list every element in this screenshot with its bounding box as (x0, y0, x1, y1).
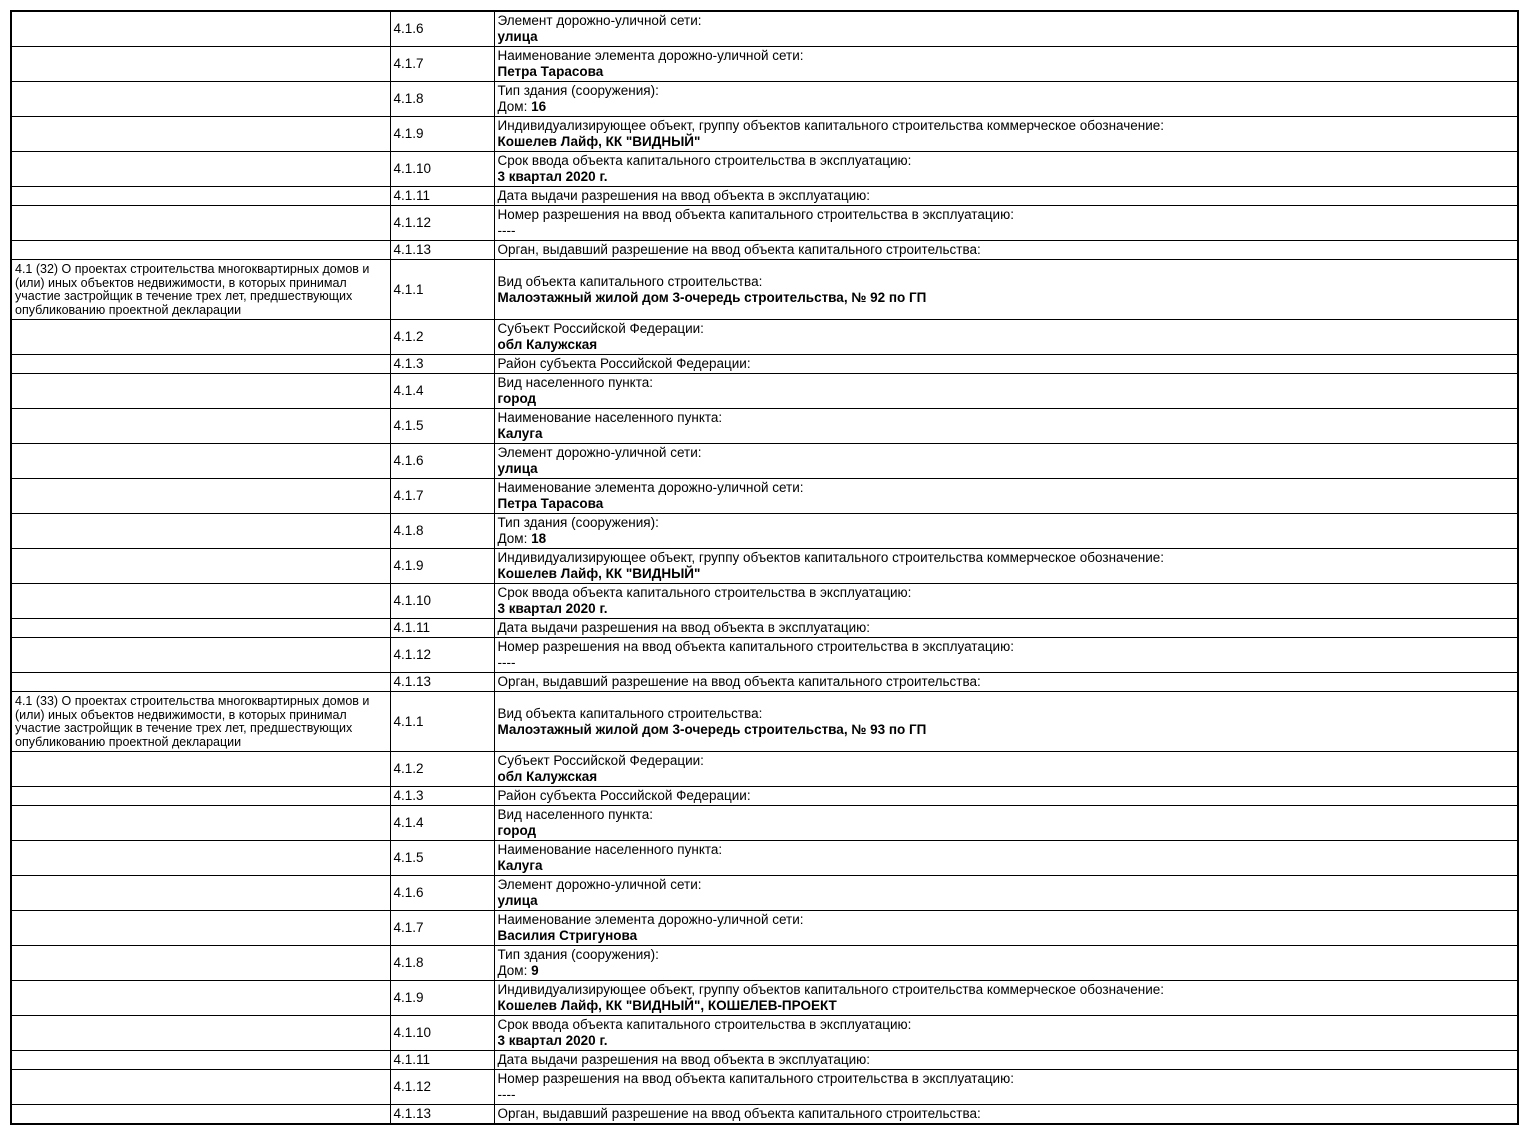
row-value: Петра Тарасова (497, 64, 604, 79)
table-row (11, 752, 1518, 787)
row-number-cell (390, 479, 494, 514)
row-label: Район субъекта Российской Федерации: (497, 356, 751, 371)
row-number: 4.1.10 (393, 161, 432, 176)
table-row (11, 117, 1518, 152)
row-value: город (497, 823, 537, 838)
section-description-cell (11, 409, 390, 444)
section-description-cell (11, 752, 390, 787)
section-description: 4.1 (33) О проектах строительства многоквартирных домов и (или) иных объектов недвижимости, в которых принимал участие застройщик в течение трех лет, предшествующих опубликованию проектной декларации (15, 694, 370, 749)
row-label: Вид населенного пункта: (497, 807, 654, 822)
row-number: 4.1.11 (393, 188, 431, 203)
section-description-cell (11, 82, 390, 117)
table-row (11, 444, 1518, 479)
row-number-cell (390, 806, 494, 841)
row-content-cell (494, 47, 1518, 82)
row-value: Малоэтажный жилой дом 3-очередь строительства, № 92 по ГП (497, 289, 927, 305)
row-label: Орган, выдавший разрешение на ввод объекта капитального строительства: (497, 674, 981, 689)
row-value: обл Калужская (497, 337, 598, 352)
row-number-cell (390, 444, 494, 479)
section-description-cell (11, 619, 390, 638)
project-declaration-table (10, 10, 1519, 1125)
row-number-cell (390, 374, 494, 409)
row-label: Дата выдачи разрешения на ввод объекта в эксплуатацию: (497, 188, 871, 203)
row-value-line (498, 823, 1515, 839)
table-row (11, 981, 1518, 1016)
row-number: 4.1.6 (393, 21, 424, 36)
row-content-cell (494, 187, 1518, 206)
row-content-cell (494, 514, 1518, 549)
section-description-cell (11, 47, 390, 82)
row-number: 4.1.10 (393, 1025, 432, 1040)
row-number: 4.1.3 (393, 788, 424, 803)
row-number-cell (390, 549, 494, 584)
table-row (11, 206, 1518, 241)
table-row (11, 946, 1518, 981)
row-number: 4.1.13 (393, 242, 432, 257)
row-value-prefix: ---- (497, 223, 516, 238)
row-label: Дата выдачи разрешения на ввод объекта в эксплуатацию: (497, 1052, 871, 1067)
table-row (11, 241, 1518, 260)
row-label: Тип здания (сооружения): (497, 83, 659, 98)
row-value-line (498, 963, 1515, 979)
section-description-cell (11, 876, 390, 911)
row-content-cell (494, 549, 1518, 584)
row-label: Номер разрешения на ввод объекта капитального строительства в эксплуатацию: (497, 1071, 1014, 1086)
row-value-line (498, 223, 1515, 239)
row-label: Тип здания (сооружения): (497, 515, 659, 530)
row-label: Индивидуализирующее объект, группу объектов капитального строительства коммерческое обозначение: (497, 118, 1165, 133)
row-value: город (497, 391, 537, 406)
row-content-cell (494, 409, 1518, 444)
row-number-cell (390, 752, 494, 787)
row-number: 4.1.11 (393, 1052, 431, 1067)
row-label: Орган, выдавший разрешение на ввод объекта капитального строительства: (497, 242, 981, 257)
row-number: 4.1.10 (393, 593, 432, 608)
row-value: 16 (531, 99, 547, 114)
row-content-cell (494, 673, 1518, 692)
row-content-cell (494, 911, 1518, 946)
row-value: Кошелев Лайф, КК "ВИДНЫЙ", КОШЕЛЕВ-ПРОЕКТ (497, 998, 837, 1013)
table-row (11, 1016, 1518, 1051)
row-number-cell (390, 152, 494, 187)
table-row (11, 1105, 1518, 1125)
table-row (11, 187, 1518, 206)
row-number: 4.1.7 (393, 56, 424, 71)
table-row (11, 152, 1518, 187)
row-content-cell (494, 374, 1518, 409)
table-row (11, 82, 1518, 117)
row-value-prefix: Дом: (497, 99, 532, 114)
row-number: 4.1.9 (393, 990, 424, 1005)
row-content-cell (494, 206, 1518, 241)
row-value: 18 (531, 531, 547, 546)
row-content-cell (494, 876, 1518, 911)
row-number-cell (390, 673, 494, 692)
section-description-cell (11, 11, 390, 47)
row-label: Наименование населенного пункта: (497, 410, 723, 425)
section-description-cell (11, 374, 390, 409)
row-number-cell (390, 1016, 494, 1051)
row-value-line (498, 655, 1515, 671)
row-label: Орган, выдавший разрешение на ввод объекта капитального строительства: (497, 1106, 981, 1121)
section-description-cell (11, 638, 390, 673)
row-value: Кошелев Лайф, КК "ВИДНЫЙ" (497, 566, 701, 581)
row-value-line (498, 722, 1515, 738)
row-number-cell (390, 117, 494, 152)
row-label: Номер разрешения на ввод объекта капитального строительства в эксплуатацию: (497, 639, 1014, 654)
table-row (11, 374, 1518, 409)
table-row (11, 549, 1518, 584)
row-number-cell (390, 260, 494, 320)
row-number: 4.1.5 (393, 418, 424, 433)
table-row (11, 911, 1518, 946)
row-value-line (498, 1033, 1515, 1049)
row-number: 4.1.8 (393, 523, 424, 538)
section-description: 4.1 (32) О проектах строительства многоквартирных домов и (или) иных объектов недвижимости, в которых принимал участие застройщик в течение трех лет, предшествующих опубликованию проектной декларации (15, 262, 370, 317)
row-label: Район субъекта Российской Федерации: (497, 788, 751, 803)
row-value-prefix: Дом: (497, 963, 532, 978)
row-number-cell (390, 981, 494, 1016)
row-value-prefix: Дом: (497, 531, 532, 546)
row-content-cell (494, 841, 1518, 876)
row-content-cell (494, 82, 1518, 117)
row-label: Наименование элемента дорожно-уличной сети: (497, 480, 804, 495)
section-description-cell (11, 320, 390, 355)
row-value-line (498, 1087, 1515, 1103)
section-description-cell (11, 911, 390, 946)
row-content-cell (494, 1105, 1518, 1125)
row-content-cell (494, 117, 1518, 152)
section-description-cell (11, 981, 390, 1016)
row-number-cell (390, 787, 494, 806)
row-value: Калуга (497, 426, 543, 441)
row-value-line (498, 601, 1515, 617)
row-value: улица (497, 29, 538, 44)
table-row (11, 1070, 1518, 1105)
row-number: 4.1.6 (393, 885, 424, 900)
table-row (11, 806, 1518, 841)
section-description-cell (11, 841, 390, 876)
section-description-cell (11, 117, 390, 152)
row-label: Номер разрешения на ввод объекта капитального строительства в эксплуатацию: (497, 207, 1014, 222)
section-description-cell (11, 355, 390, 374)
row-number-cell (390, 946, 494, 981)
row-label: Индивидуализирующее объект, группу объектов капитального строительства коммерческое обозначение: (497, 550, 1165, 565)
row-value: 9 (531, 963, 539, 978)
table-row (11, 355, 1518, 374)
row-content-cell (494, 1070, 1518, 1105)
row-value-prefix: ---- (497, 655, 516, 670)
table-row (11, 320, 1518, 355)
row-content-cell (494, 584, 1518, 619)
row-value-line (498, 169, 1515, 185)
table-row (11, 787, 1518, 806)
row-content-cell (494, 806, 1518, 841)
section-description-cell (11, 1070, 390, 1105)
row-number: 4.1.8 (393, 955, 424, 970)
row-number: 4.1.5 (393, 850, 424, 865)
table-row (11, 1051, 1518, 1070)
table-row (11, 692, 1518, 752)
row-content-cell (494, 241, 1518, 260)
row-value-line (498, 64, 1515, 80)
row-value: Кошелев Лайф, КК "ВИДНЫЙ" (497, 134, 701, 149)
row-label: Вид населенного пункта: (497, 375, 654, 390)
row-number-cell (390, 206, 494, 241)
row-label: Наименование населенного пункта: (497, 842, 723, 857)
row-number-cell (390, 241, 494, 260)
row-value-line (498, 426, 1515, 442)
row-number-cell (390, 355, 494, 374)
row-value-line (498, 998, 1515, 1014)
section-description-cell (11, 549, 390, 584)
row-value: 3 квартал 2020 г. (497, 1033, 608, 1048)
row-label: Срок ввода объекта капитального строительства в эксплуатацию: (497, 585, 912, 600)
row-number: 4.1.2 (393, 761, 424, 776)
section-description-cell (11, 787, 390, 806)
row-value-line (498, 461, 1515, 477)
row-label: Индивидуализирующее объект, группу объектов капитального строительства коммерческое обозначение: (497, 982, 1165, 997)
row-content-cell (494, 11, 1518, 47)
section-description-cell (11, 444, 390, 479)
row-number-cell (390, 876, 494, 911)
row-number-cell (390, 11, 494, 47)
row-content-cell (494, 355, 1518, 374)
row-content-cell (494, 1016, 1518, 1051)
row-content-cell (494, 152, 1518, 187)
row-number-cell (390, 1051, 494, 1070)
section-description-cell (11, 260, 390, 320)
row-label: Наименование элемента дорожно-уличной сети: (497, 912, 804, 927)
row-label: Вид объекта капитального строительства: (497, 273, 763, 289)
table-row (11, 11, 1518, 47)
row-number-cell (390, 187, 494, 206)
row-label: Вид объекта капитального строительства: (497, 705, 763, 721)
row-number: 4.1.12 (393, 1079, 432, 1094)
row-label: Срок ввода объекта капитального строительства в эксплуатацию: (497, 153, 912, 168)
row-value-prefix: ---- (497, 1087, 516, 1102)
row-content-cell (494, 946, 1518, 981)
row-number-cell (390, 911, 494, 946)
row-number: 4.1.7 (393, 488, 424, 503)
row-content-cell (494, 1051, 1518, 1070)
section-description-cell (11, 241, 390, 260)
section-description-cell (11, 514, 390, 549)
table-row (11, 47, 1518, 82)
section-description-cell (11, 1105, 390, 1125)
section-description-cell (11, 946, 390, 981)
row-number-cell (390, 409, 494, 444)
row-number-cell (390, 514, 494, 549)
row-value-line (498, 566, 1515, 582)
row-number: 4.1.12 (393, 215, 432, 230)
row-content-cell (494, 260, 1518, 320)
row-value-line (498, 99, 1515, 115)
row-number: 4.1.6 (393, 453, 424, 468)
row-value: 3 квартал 2020 г. (497, 601, 608, 616)
row-content-cell (494, 619, 1518, 638)
row-number: 4.1.9 (393, 126, 424, 141)
row-number-cell (390, 841, 494, 876)
row-label: Элемент дорожно-уличной сети: (497, 445, 702, 460)
row-content-cell (494, 479, 1518, 514)
row-number-cell (390, 47, 494, 82)
row-value-line (498, 531, 1515, 547)
section-description-cell (11, 479, 390, 514)
row-content-cell (494, 692, 1518, 752)
table-row (11, 409, 1518, 444)
row-value: улица (497, 461, 538, 476)
row-content-cell (494, 320, 1518, 355)
table-row (11, 638, 1518, 673)
row-value-line (498, 769, 1515, 785)
section-description-cell (11, 1051, 390, 1070)
row-number-cell (390, 1105, 494, 1125)
row-number-cell (390, 1070, 494, 1105)
page (0, 10, 1529, 1121)
row-value-line (498, 496, 1515, 512)
row-number: 4.1.2 (393, 329, 424, 344)
row-number-cell (390, 82, 494, 117)
row-content-cell (494, 787, 1518, 806)
row-value: улица (497, 893, 538, 908)
row-content-cell (494, 444, 1518, 479)
row-value: Малоэтажный жилой дом 3-очередь строительства, № 93 по ГП (497, 721, 927, 737)
row-number: 4.1.3 (393, 356, 424, 371)
section-description-cell (11, 152, 390, 187)
row-value-line (498, 893, 1515, 909)
row-label: Элемент дорожно-уличной сети: (497, 877, 702, 892)
table-row (11, 876, 1518, 911)
row-value-line (498, 928, 1515, 944)
section-description-cell (11, 206, 390, 241)
section-description-cell (11, 692, 390, 752)
row-number: 4.1.13 (393, 674, 432, 689)
row-number-cell (390, 692, 494, 752)
row-number: 4.1.9 (393, 558, 424, 573)
row-number-cell (390, 638, 494, 673)
row-value-line (498, 134, 1515, 150)
row-value-line (498, 391, 1515, 407)
row-number: 4.1.1 (393, 713, 424, 729)
table-row (11, 584, 1518, 619)
row-label: Дата выдачи разрешения на ввод объекта в эксплуатацию: (497, 620, 871, 635)
table-row (11, 841, 1518, 876)
row-label: Субъект Российской Федерации: (497, 753, 704, 768)
row-number-cell (390, 584, 494, 619)
row-number: 4.1.4 (393, 383, 424, 398)
row-number: 4.1.7 (393, 920, 424, 935)
row-value-line (498, 29, 1515, 45)
section-description-cell (11, 187, 390, 206)
row-value: 3 квартал 2020 г. (497, 169, 608, 184)
row-label: Наименование элемента дорожно-уличной сети: (497, 48, 804, 63)
row-number: 4.1.13 (393, 1106, 432, 1121)
table-row (11, 260, 1518, 320)
row-value-line (498, 290, 1515, 306)
row-value: Калуга (497, 858, 543, 873)
row-value: обл Калужская (497, 769, 598, 784)
row-value-line (498, 337, 1515, 353)
section-description-cell (11, 1016, 390, 1051)
row-content-cell (494, 638, 1518, 673)
table-row (11, 479, 1518, 514)
row-number: 4.1.4 (393, 815, 424, 830)
table-row (11, 619, 1518, 638)
table-row (11, 673, 1518, 692)
row-number: 4.1.12 (393, 647, 432, 662)
row-value-line (498, 858, 1515, 874)
row-number-cell (390, 320, 494, 355)
row-label: Субъект Российской Федерации: (497, 321, 704, 336)
table-row (11, 514, 1518, 549)
row-content-cell (494, 752, 1518, 787)
row-value: Петра Тарасова (497, 496, 604, 511)
row-label: Тип здания (сооружения): (497, 947, 659, 962)
section-description-cell (11, 806, 390, 841)
row-value: Василия Стригунова (497, 928, 638, 943)
row-number: 4.1.1 (393, 281, 424, 297)
row-label: Элемент дорожно-уличной сети: (497, 13, 702, 28)
section-description-cell (11, 584, 390, 619)
row-number: 4.1.8 (393, 91, 424, 106)
section-description-cell (11, 673, 390, 692)
row-number-cell (390, 619, 494, 638)
row-label: Срок ввода объекта капитального строительства в эксплуатацию: (497, 1017, 912, 1032)
row-content-cell (494, 981, 1518, 1016)
row-number: 4.1.11 (393, 620, 431, 635)
